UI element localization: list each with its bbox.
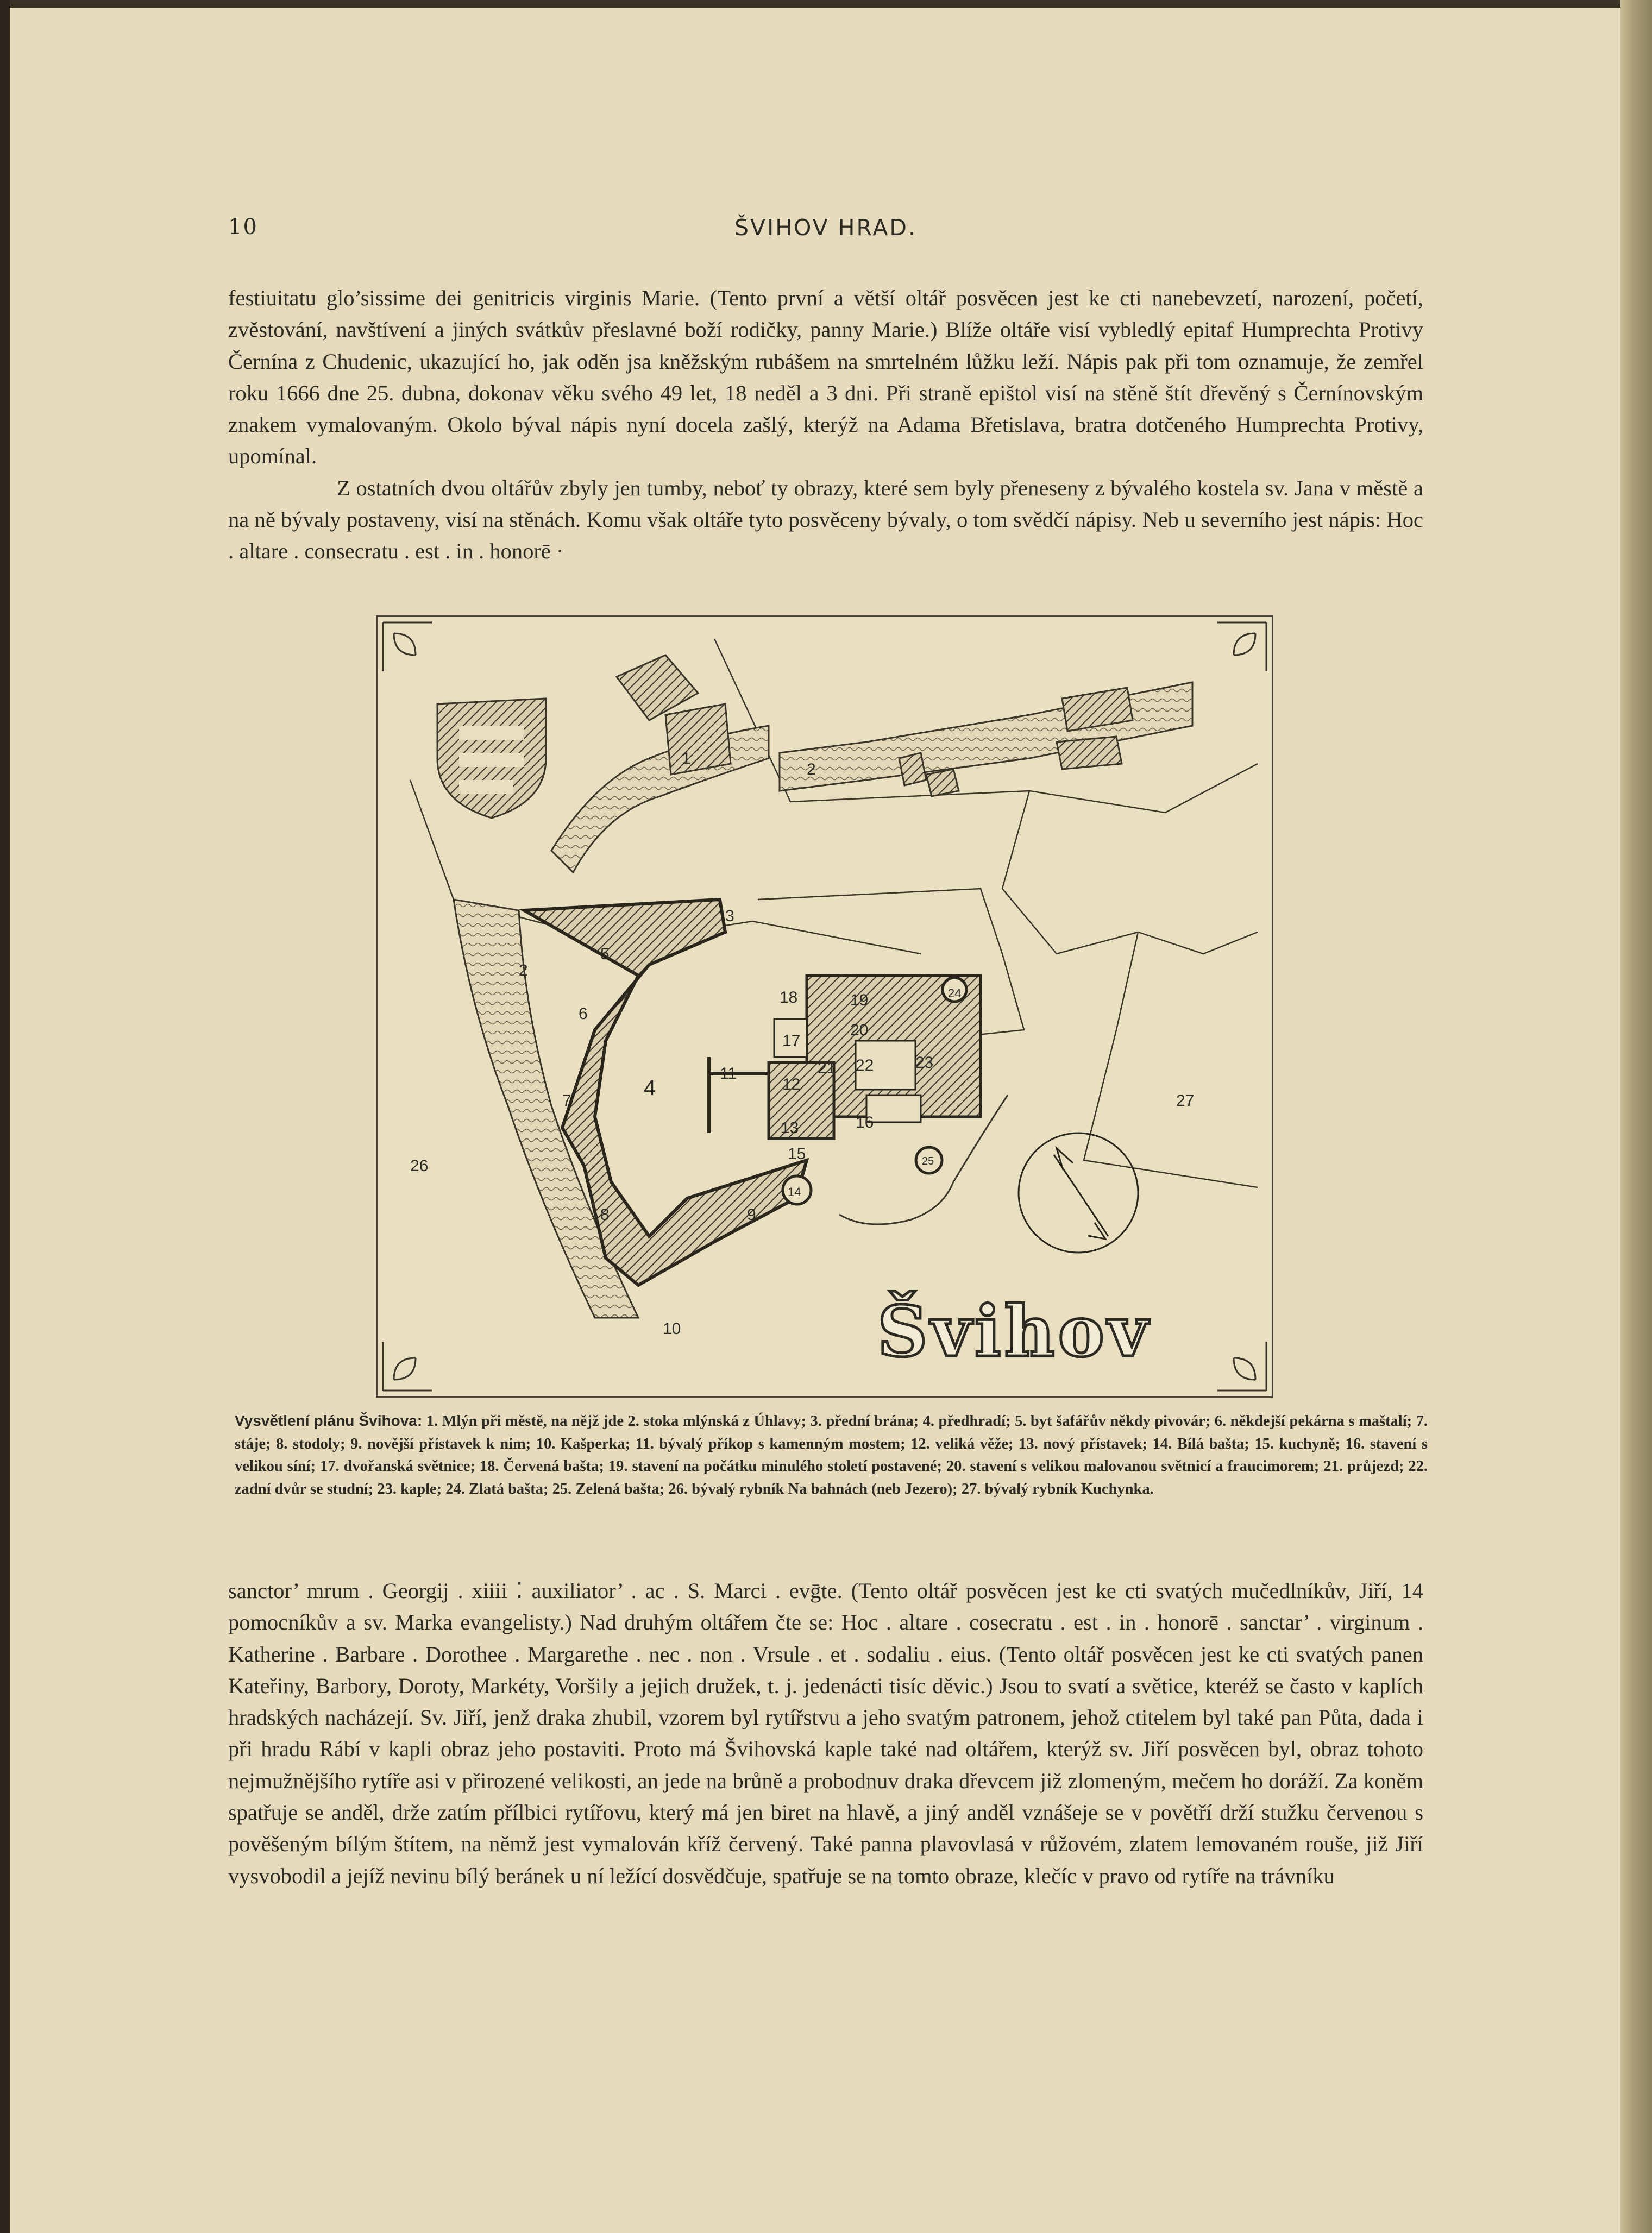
plan-label: 8 — [600, 1206, 610, 1224]
page-number: 10 — [228, 215, 258, 240]
plan-label: 4 — [644, 1076, 656, 1100]
plan-label: 5 — [600, 945, 610, 963]
page-top-edge — [0, 0, 1652, 8]
castle-plan-drawing — [378, 617, 1272, 1396]
plan-label: 22 — [856, 1056, 874, 1074]
plan-label: 18 — [780, 989, 798, 1007]
figure-caption — [235, 1410, 1428, 1500]
mill-stream — [551, 726, 769, 872]
plan-label: 6 — [579, 1005, 588, 1023]
plan-label: 13 — [781, 1119, 799, 1137]
compass-rose — [1019, 1133, 1138, 1253]
body-text-bottom — [228, 1575, 1423, 1892]
paragraph: festiuitatu glo’sissime dei genitricis virginis Marie. (Tento první a větší oltář posvěcen jest ke cti nanebevzetí, narození, početí, zvěstování, navštívení a jiných svátkův přeslavné boží rodičky, panny Marie.) Blíže oltáře visí vybledlý epitaf Humprechta Protivy Černína z Chudenic, ukazující ho, jak oděn jsa kněžským rubášem na smrtelném lůžku leží. Nápis pak při tom oznamuje, že zemřel roku 1666 dne 25. dubna, dokonav věku svého 49 let, 18 neděl a 3 dni. Při straně epištol visí na stěně štít dřevěný s Černínovským znakem vymalovaným. Okolo býval nápis nyní docela zašlý, kterýž na Adama Břetislava, bratra dotčeného Humprechta Protivy, upomínal. — [228, 286, 1423, 469]
running-header — [228, 215, 1423, 253]
plan-label: 20 — [850, 1021, 869, 1039]
page-left-edge — [0, 0, 10, 2233]
plan-label: 3 — [725, 907, 734, 925]
plan-title: Švihov — [877, 1291, 1152, 1373]
plan-label: 27 — [1176, 1092, 1195, 1110]
plan-label: 26 — [410, 1157, 429, 1175]
bridge — [709, 1057, 769, 1133]
running-title: ŠVIHOV HRAD. — [734, 215, 917, 241]
plan-label: 2 — [807, 760, 816, 778]
paragraph: sanctor’ mrum . Georgij . xiiii ⁚ auxiliator’ . ac . S. Marci . evḡte. (Tento oltář posvěcen jest ke cti svatých mučedlníkův, Jiří, 14 pomocníkův a sv. Marka evangelisty.) Nad druhým oltářem čte se: Hoc . altare . cosecratu . est . in . honorē . sanctar’ . virginum . Katherine . Barbare . Dorothee . Margarethe . nec . non . Vrsule . et . sodaliu . eius. (Tento oltář posvěcen jest ke cti svatých panen Kateřiny, Barbory, Doroty, Markéty, Voršily a jejich družek, t. j. jedenácti tisíc děvic.) Jsou to svatí a světice, kteréž se často v kaplích hradských nacházejí. Sv. Jiří, jenž draka zhubil, vzorem byl rytířstvu a jeho svatým patronem, jehož ctitelem byl také pan Půta, dada i při hradu Rábí v kapli obraz jeho postaviti. Proto má Švihovská kaple také nad oltářem, kterýž sv. Jiří posvěcen byl, obraz tohoto nejmužnějšího rytíře asi v přirozené velikosti, an jede na brůně a probodnuv draka dřevcem již zlomeným, mečem ho doráží. Za koněm spatřuje se anděl, drže zatím přílbici rytířovu, který má jen biret na hlavě, a jiný anděl vznášeje se v povětří drží stužku červenou s pověšeným bílým štítem, na němž jest vymalován kříž červený. Také panna plavovlasá v růžovém, zlatem lemovaném rouše, již Jiří vysvobodil a jejíž nevinu bílý beránek u ní ležící dosvědčuje, spatřuje se na tomto obraze, klečíc v pravo od rytíře na trávníku — [228, 1578, 1423, 1888]
plan-label: 11 — [720, 1065, 737, 1083]
plan-label: 2 — [519, 961, 528, 979]
plan-label: 12 — [782, 1075, 801, 1093]
plan-label: 19 — [850, 991, 869, 1009]
body-text-top — [228, 282, 1423, 568]
plan-label: 21 — [818, 1059, 836, 1077]
caption-heading: Vysvětlení plánu Švihova: — [235, 1412, 423, 1429]
plan-label: 23 — [915, 1054, 934, 1072]
plan-label: 17 — [782, 1032, 801, 1050]
castle-plan-figure — [376, 615, 1273, 1398]
plan-label: 10 — [663, 1320, 681, 1338]
paragraph: Z ostatních dvou oltářův zbyly jen tumby, neboť ty obrazy, které sem byly přeneseny z bývalého kostela sv. Jana v městě a na ně bývaly postaveny, visí na stěnách. Komu však oltáře tyto posvěceny bývaly, o tom svědčí nápisy. Neb u severního jest nápis: Hoc . altare . consecratu . est . in . honorē · — [228, 475, 1423, 564]
page-right-edge — [1620, 0, 1652, 2233]
plan-label: 14 — [788, 1185, 801, 1199]
caption-text: 1. Mlýn při městě, na nějž jde 2. stoka mlýnská z Úhlavy; 3. přední brána; 4. předhradí; 5. byt šafářův někdy pivovár; 6. někdejší pekárna s maštalí; 7. stáje; 8. stodoly; 9. novější přístavek k nim; 10. Kašperka; 11. bývalý příkop s kamenným mostem; 12. veliká věže; 13. nový přístavek; 14. Bílá bašta; 15. kuchyně; 16. stavení s velikou síní; 17. dvořanská světnice; 18. Červená bašta; 19. stavení na počátku minulého století postavené; 20. stavení s velikou malovanou světnicí a fraucimorem; 21. průjezd; 22. zadní dvůr se studní; 23. kaple; 24. Zlatá bašta; 25. Zelená bašta; 26. bývalý rybník Na bahnách (neb Jezero); 27. bývalý rybník Kuchynka. — [235, 1413, 1428, 1498]
plan-label: 15 — [788, 1145, 806, 1163]
plan-label: 16 — [856, 1114, 874, 1131]
mill-stream-channel — [780, 682, 1192, 791]
plan-label: 25 — [922, 1155, 934, 1167]
plan-label: 24 — [948, 986, 962, 1000]
plan-label: 1 — [682, 750, 691, 768]
plan-label: 7 — [562, 1092, 571, 1110]
plan-label: 9 — [747, 1206, 756, 1224]
